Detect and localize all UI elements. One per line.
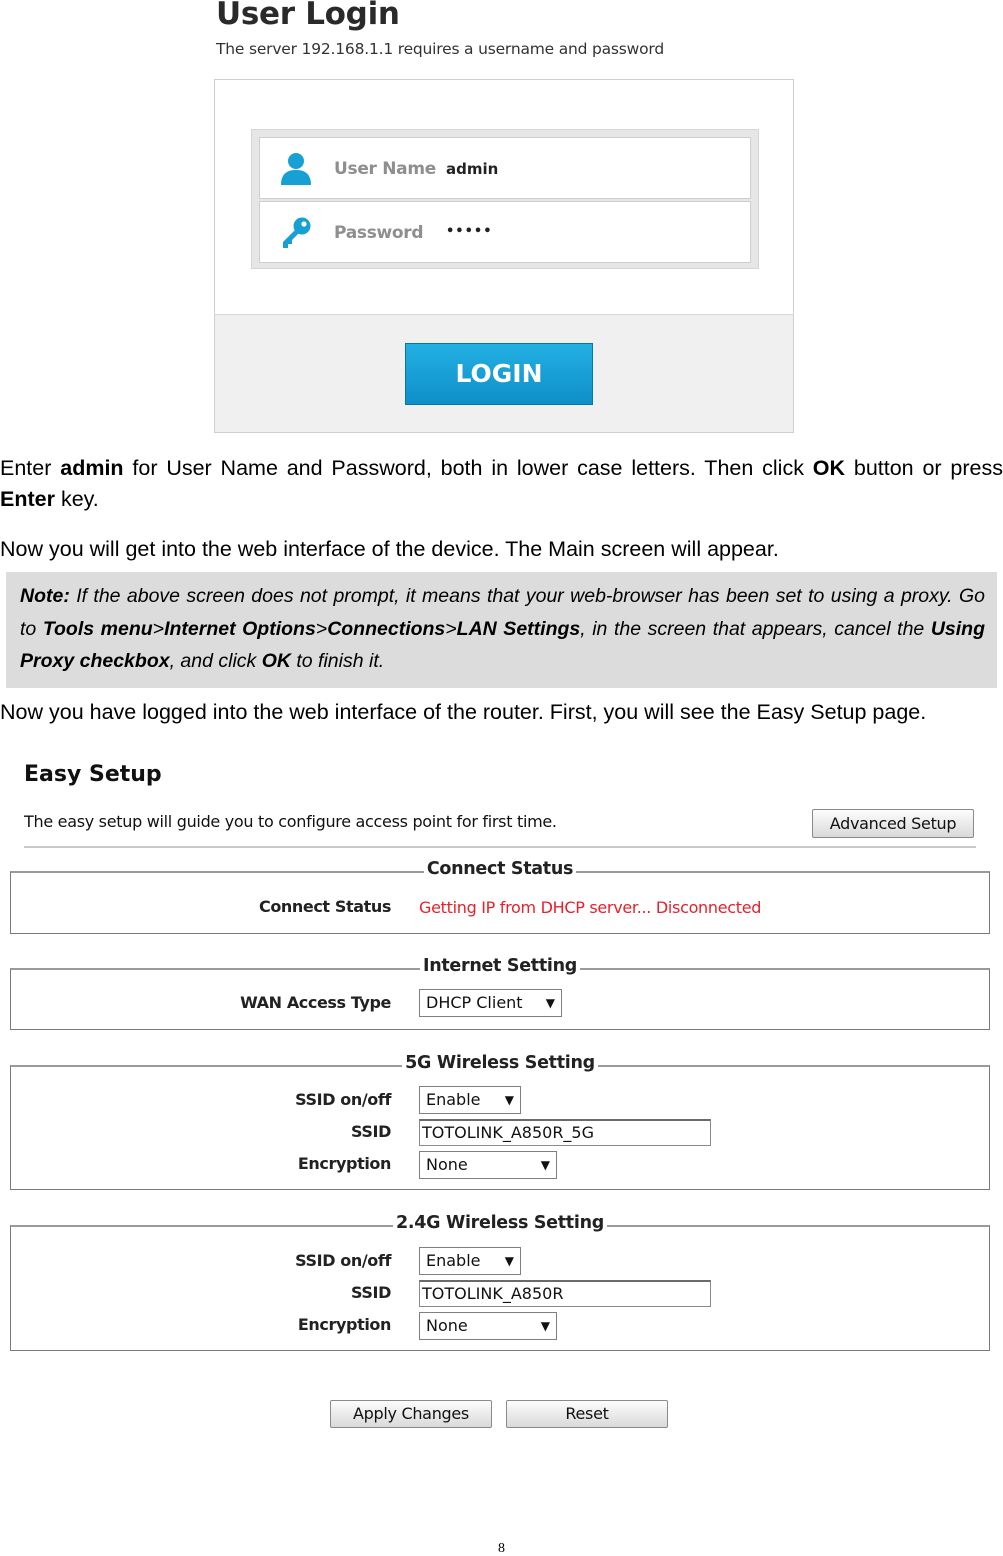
encryption-label-5g: Encryption <box>297 1154 391 1173</box>
password-label: Password <box>334 223 424 243</box>
reset-button[interactable]: Reset <box>506 1400 668 1428</box>
login-subtitle: The server 192.168.1.1 requires a username and password <box>216 40 664 58</box>
wan-access-type-label: WAN Access Type <box>240 993 391 1012</box>
wireless-24g-legend: 2.4G Wireless Setting <box>393 1213 607 1233</box>
key-icon <box>278 215 314 251</box>
dropdown-arrow-icon: ▼ <box>504 1093 514 1107</box>
internet-setting-section <box>10 956 990 1030</box>
ssid-input-24g[interactable]: TOTOLINK_A850R <box>419 1280 711 1307</box>
encryption-select-24g[interactable]: None ▼ <box>419 1312 557 1340</box>
login-button[interactable]: LOGIN <box>405 343 593 405</box>
note-box: Note: If the above screen does not prompt, it means that your web-browser has been set to using a proxy. Go to Tools menu>Internet Options>Connections>LAN Settings, in the screen that appears, cancel the Using Proxy checkbox, and click OK to finish it. <box>6 572 997 688</box>
ssid-onoff-label-24g: SSID on/off <box>295 1251 391 1270</box>
password-field[interactable] <box>259 201 751 263</box>
advanced-setup-button[interactable]: Advanced Setup <box>812 809 974 838</box>
credentials-panel <box>251 129 759 269</box>
connect-status-section <box>10 859 990 934</box>
wireless-5g-legend: 5G Wireless Setting <box>402 1053 598 1073</box>
login-title: User Login <box>216 0 400 32</box>
ssid-input-5g[interactable]: TOTOLINK_A850R_5G <box>419 1119 711 1146</box>
password-value[interactable]: ••••• <box>446 224 493 239</box>
main-screen-paragraph: Now you will get into the web interface of the device. The Main screen will appear. <box>0 537 779 561</box>
ssid-onoff-label-5g: SSID on/off <box>295 1090 391 1109</box>
user-icon <box>278 151 314 187</box>
login-footer <box>215 314 793 432</box>
connect-status-legend: Connect Status <box>424 859 576 879</box>
encryption-select-5g[interactable]: None ▼ <box>419 1151 557 1179</box>
login-dialog <box>214 79 794 433</box>
connect-status-value: Getting IP from DHCP server... Disconnected <box>419 898 762 917</box>
easy-setup-intro-paragraph: Now you have logged into the web interface of the router. First, you will see the Easy Setup page. <box>0 700 927 724</box>
page-number: 8 <box>498 1541 505 1556</box>
apply-changes-button[interactable]: Apply Changes <box>330 1400 492 1428</box>
divider <box>24 846 976 848</box>
encryption-label-24g: Encryption <box>297 1315 391 1334</box>
ssid-onoff-select-5g[interactable]: Enable ▼ <box>419 1086 521 1114</box>
wireless-24g-section <box>10 1213 990 1351</box>
dropdown-arrow-icon: ▼ <box>545 996 555 1010</box>
ssid-label-5g: SSID <box>351 1122 391 1141</box>
username-label: User Name <box>334 159 436 179</box>
internet-setting-legend: Internet Setting <box>420 956 580 976</box>
username-field[interactable] <box>259 137 751 199</box>
username-value[interactable]: admin <box>446 160 499 178</box>
wan-access-type-select[interactable]: DHCP Client ▼ <box>419 989 562 1017</box>
easy-setup-title: Easy Setup <box>24 762 162 787</box>
connect-status-label: Connect Status <box>258 897 391 916</box>
ssid-label-24g: SSID <box>351 1283 391 1302</box>
wireless-5g-section <box>10 1053 990 1190</box>
dropdown-arrow-icon: ▼ <box>504 1254 514 1268</box>
easy-setup-description: The easy setup will guide you to configure access point for first time. <box>24 812 557 831</box>
instruction-paragraph: Enter admin for User Name and Password, both in lower case letters. Then click OK button or press Enter key. <box>0 456 1003 511</box>
ssid-onoff-select-24g[interactable]: Enable ▼ <box>419 1247 521 1275</box>
dropdown-arrow-icon: ▼ <box>540 1158 550 1172</box>
dropdown-arrow-icon: ▼ <box>540 1319 550 1333</box>
